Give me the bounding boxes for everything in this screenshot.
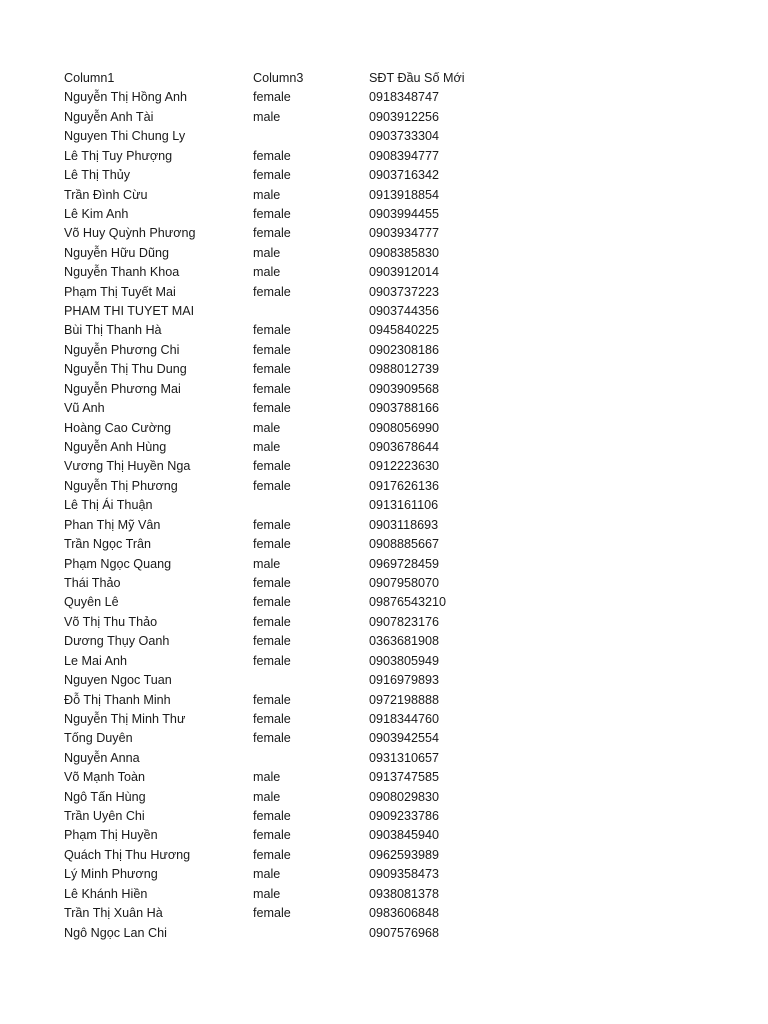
name-cell: Nguyễn Anna	[64, 750, 140, 765]
gender-cell: male	[253, 265, 281, 280]
table-row	[64, 166, 704, 185]
gender-cell: female	[253, 342, 291, 357]
name-cell: Nguyen Ngoc Tuan	[64, 673, 172, 688]
name-cell: Trần Thị Xuân Hà	[64, 906, 163, 921]
name-cell: Thái Thảo	[64, 575, 121, 590]
table-row	[64, 399, 704, 418]
phone-cell: 0983606848	[369, 906, 440, 921]
name-cell: Quách Thị Thu Hương	[64, 847, 191, 862]
name-cell: Nguyễn Anh Tài	[64, 109, 154, 124]
name-cell: Nguyễn Phương Mai	[64, 381, 181, 396]
gender-cell: male	[253, 109, 281, 124]
table-row	[64, 826, 704, 845]
name-cell: Phạm Thị Tuyết Mai	[64, 284, 176, 299]
phone-cell: 0903678644	[369, 440, 440, 455]
name-cell: Vũ Anh	[64, 401, 105, 416]
name-cell: Nguyễn Thị Thu Dung	[64, 362, 187, 377]
phone-cell: 0912223630	[369, 459, 440, 474]
table-row	[64, 205, 704, 224]
gender-cell: female	[253, 653, 291, 668]
name-cell: PHAM THI TUYET MAI	[64, 304, 195, 319]
gender-cell: female	[253, 323, 291, 338]
phone-cell: 0903909568	[369, 381, 440, 396]
phone-cell: 0903912256	[369, 109, 440, 124]
phone-cell: 0903942554	[369, 731, 440, 746]
gender-cell: male	[253, 440, 281, 455]
header-row	[64, 69, 704, 88]
table-row	[64, 574, 704, 593]
table-row	[64, 807, 704, 826]
table-row	[64, 419, 704, 438]
name-cell: Le Mai Anh	[64, 653, 128, 668]
table-row	[64, 846, 704, 865]
gender-cell: female	[253, 517, 291, 532]
name-cell: Lê Thị Ái Thuận	[64, 498, 153, 513]
name-cell: Dương Thụy Oanh	[64, 634, 170, 649]
table-row	[64, 438, 704, 457]
phone-cell: 0903733304	[369, 129, 440, 144]
name-cell: Lý Minh Phương	[64, 867, 158, 882]
name-cell: Lê Thị Thủy	[64, 168, 131, 183]
gender-cell: male	[253, 886, 281, 901]
gender-cell: female	[253, 711, 291, 726]
name-cell: Lê Khánh Hiền	[64, 886, 148, 901]
name-cell: Hoàng Cao Cường	[64, 420, 172, 435]
phone-cell: 0908056990	[369, 420, 440, 435]
column-header-phone: SĐT Đầu Số Mới	[369, 71, 465, 85]
gender-cell: female	[253, 575, 291, 590]
table-row	[64, 865, 704, 884]
name-cell: Quyên Lê	[64, 595, 119, 610]
gender-cell: female	[253, 226, 291, 241]
phone-cell: 0917626136	[369, 478, 440, 493]
phone-cell: 0913918854	[369, 187, 440, 202]
phone-cell: 0903737223	[369, 284, 440, 299]
gender-cell: female	[253, 206, 291, 221]
name-cell: Nguyễn Phương Chi	[64, 342, 180, 357]
table-row	[64, 652, 704, 671]
gender-cell: female	[253, 478, 291, 493]
table-row	[64, 749, 704, 768]
table-body	[64, 88, 704, 943]
table-row	[64, 341, 704, 360]
phone-cell: 09876543210	[369, 595, 447, 610]
column-header-3: Column3	[253, 71, 304, 85]
phone-cell: 0918348747	[369, 90, 440, 105]
name-cell: Nguyễn Anh Hùng	[64, 440, 167, 455]
phone-cell: 0945840225	[369, 323, 440, 338]
table-row	[64, 768, 704, 787]
table-row	[64, 555, 704, 574]
table-row	[64, 593, 704, 612]
name-cell: Nguyễn Hữu Dũng	[64, 245, 170, 260]
table-row	[64, 321, 704, 340]
table-row	[64, 147, 704, 166]
table-row	[64, 88, 704, 107]
gender-cell	[253, 127, 369, 146]
name-cell: Tống Duyên	[64, 731, 133, 746]
gender-cell	[253, 749, 369, 768]
gender-cell: female	[253, 828, 291, 843]
phone-cell: 0972198888	[369, 692, 440, 707]
phone-cell: 0908394777	[369, 148, 440, 163]
name-cell: Nguyễn Thanh Khoa	[64, 265, 180, 280]
table-row	[64, 186, 704, 205]
table-row	[64, 380, 704, 399]
name-cell: Nguyễn Thị Minh Thư	[64, 711, 186, 726]
name-cell: Nguyễn Thị Hồng Anh	[64, 90, 187, 105]
gender-cell: female	[253, 381, 291, 396]
gender-cell: male	[253, 420, 281, 435]
table-row	[64, 516, 704, 535]
gender-cell: female	[253, 362, 291, 377]
name-cell: Lê Thị Tuy Phượng	[64, 148, 173, 163]
table-row	[64, 283, 704, 302]
table-row	[64, 263, 704, 282]
name-cell: Trần Uyên Chi	[64, 809, 145, 824]
phone-cell: 0903788166	[369, 401, 440, 416]
gender-cell	[253, 302, 369, 321]
gender-cell: female	[253, 731, 291, 746]
table-row	[64, 788, 704, 807]
phone-cell: 0903805949	[369, 653, 440, 668]
phone-cell: 0907576968	[369, 925, 440, 940]
phone-cell: 0909233786	[369, 809, 440, 824]
phone-cell: 0907823176	[369, 614, 440, 629]
gender-cell: female	[253, 614, 291, 629]
name-cell: Nguyễn Thị Phương	[64, 478, 178, 493]
name-cell: Ngô Ngọc Lan Chi	[64, 925, 167, 940]
phone-cell: 0938081378	[369, 886, 440, 901]
name-cell: Bùi Thị Thanh Hà	[64, 323, 162, 338]
table-row	[64, 302, 704, 321]
gender-cell: female	[253, 90, 291, 105]
gender-cell: female	[253, 809, 291, 824]
phone-cell: 0931310657	[369, 750, 440, 765]
table-row	[64, 360, 704, 379]
gender-cell: male	[253, 245, 281, 260]
phone-cell: 0969728459	[369, 556, 440, 571]
table-row	[64, 632, 704, 651]
name-cell: Trần Đình Cừu	[64, 187, 148, 202]
phone-cell: 0908029830	[369, 789, 440, 804]
name-cell: Vương Thị Huyền Nga	[64, 459, 191, 474]
name-cell: Phạm Ngọc Quang	[64, 556, 172, 571]
table-row	[64, 710, 704, 729]
phone-cell: 0363681908	[369, 634, 440, 649]
phone-cell: 0903994455	[369, 206, 440, 221]
table-row	[64, 457, 704, 476]
phone-cell: 0903118693	[369, 517, 439, 532]
table-row	[64, 904, 704, 923]
phone-cell: 0909358473	[369, 867, 440, 882]
gender-cell: male	[253, 187, 281, 202]
gender-cell: female	[253, 595, 291, 610]
table-row	[64, 477, 704, 496]
gender-cell: female	[253, 634, 291, 649]
gender-cell: female	[253, 537, 291, 552]
gender-cell: male	[253, 867, 281, 882]
phone-cell: 0903845940	[369, 828, 440, 843]
table-row	[64, 224, 704, 243]
name-cell: Phan Thị Mỹ Vân	[64, 517, 161, 532]
table-row	[64, 729, 704, 748]
name-cell: Trần Ngọc Trân	[64, 537, 152, 552]
name-cell: Võ Thị Thu Thảo	[64, 614, 158, 629]
table-row	[64, 691, 704, 710]
table-row	[64, 244, 704, 263]
gender-cell: male	[253, 789, 281, 804]
column-header-1: Column1	[64, 71, 115, 85]
phone-cell: 0903912014	[369, 265, 440, 280]
name-cell: Võ Mạnh Toàn	[64, 770, 145, 785]
phone-cell: 0913161106	[369, 498, 439, 513]
gender-cell	[253, 924, 369, 943]
gender-cell: female	[253, 401, 291, 416]
gender-cell: female	[253, 459, 291, 474]
table-row	[64, 924, 704, 943]
phone-cell: 0962593989	[369, 847, 440, 862]
phone-cell: 0908885667	[369, 537, 440, 552]
name-cell: Lê Kim Anh	[64, 206, 129, 221]
gender-cell: female	[253, 284, 291, 299]
phone-cell: 0903744356	[369, 304, 440, 319]
gender-cell: female	[253, 168, 291, 183]
table-row	[64, 127, 704, 146]
name-cell: Phạm Thị Huyền	[64, 828, 158, 843]
phone-cell: 0913747585	[369, 770, 440, 785]
name-cell: Đỗ Thị Thanh Minh	[64, 692, 171, 707]
gender-cell: female	[253, 906, 291, 921]
gender-cell	[253, 671, 369, 690]
phone-cell: 0918344760	[369, 711, 440, 726]
gender-cell: male	[253, 556, 281, 571]
table-row	[64, 613, 704, 632]
gender-cell: female	[253, 847, 291, 862]
gender-cell: male	[253, 770, 281, 785]
name-cell: Võ Huy Quỳnh Phương	[64, 226, 196, 241]
table-row	[64, 496, 704, 515]
gender-cell	[253, 496, 369, 515]
phone-cell: 0916979893	[369, 673, 440, 688]
gender-cell: female	[253, 148, 291, 163]
phone-cell: 0902308186	[369, 342, 440, 357]
gender-cell: female	[253, 692, 291, 707]
table-row	[64, 535, 704, 554]
name-cell: Ngô Tấn Hùng	[64, 789, 146, 804]
table-row	[64, 885, 704, 904]
phone-cell: 0908385830	[369, 245, 440, 260]
phone-cell: 0903934777	[369, 226, 440, 241]
name-cell: Nguyen Thi Chung Ly	[64, 129, 186, 144]
phone-cell: 0907958070	[369, 575, 440, 590]
table-row	[64, 108, 704, 127]
table-row	[64, 671, 704, 690]
phone-cell: 0988012739	[369, 362, 440, 377]
spreadsheet-table	[64, 69, 704, 943]
phone-cell: 0903716342	[369, 168, 440, 183]
